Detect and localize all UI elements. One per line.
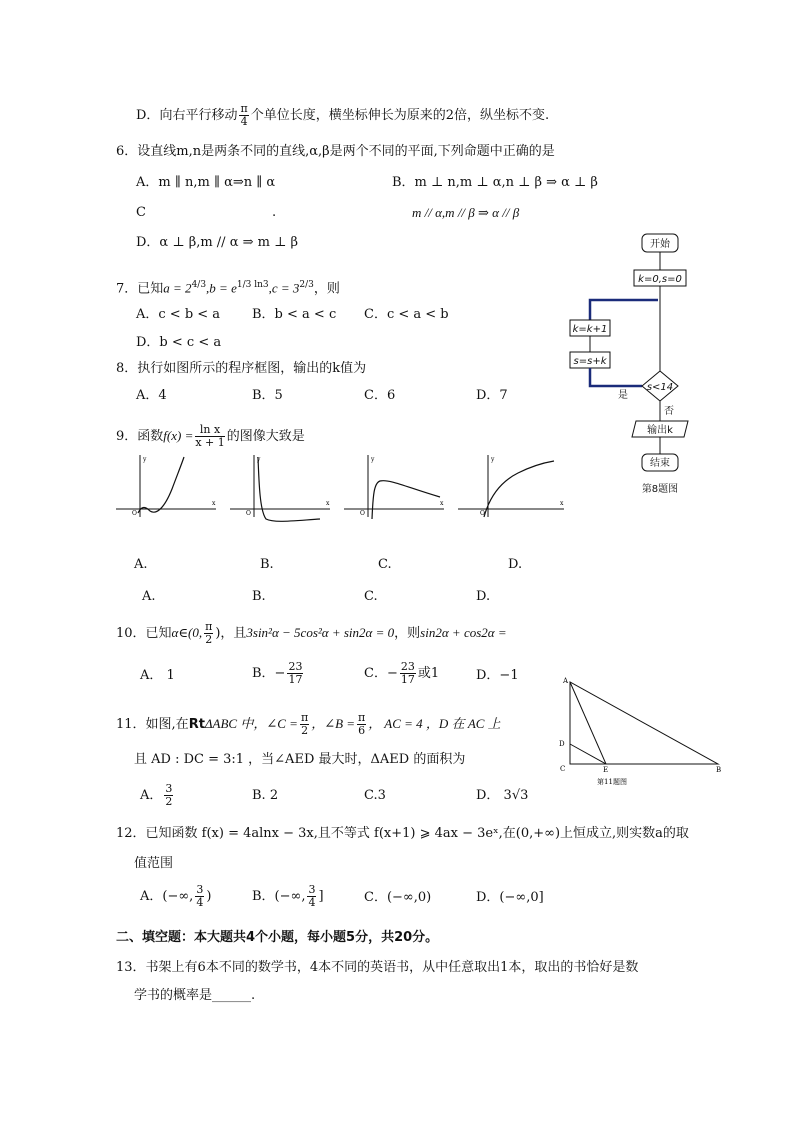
q5-option-d: D．向右平行移动 $\frac{\pi}{4}$ 个单位长度，横坐标伸长为原来的2倍，纵坐标不变. xyxy=(136,102,550,128)
q10-stem: 10．已知α∈(0, $\frac{\pi}{2}$ )，且3sin²α − 5cos²α + sin2α = 0，则sin2α + cos2α = xyxy=(116,620,507,646)
triangle-label-e: E xyxy=(603,766,609,774)
q11-line2: 且 AD : DC = 3:1 ，当∠AED 最大时，ΔAED 的面积为 xyxy=(134,752,466,767)
q12-line1: 12．已知函数 f(x) = 4alnx − 3x,且不等式 f(x+1) ⩾ 4ax − 3eˣ,在(0,+∞)上恒成立,则实数a的取 xyxy=(116,826,689,841)
q7-option-a: A．c < b < a xyxy=(136,307,221,322)
svg-text:输出k: 输出k xyxy=(647,425,673,436)
svg-text:结束: 结束 xyxy=(650,458,670,469)
q11-stem: 11．如图,在RtΔABC 中，∠C = $\frac{\pi}{2}$ ，∠B = $\frac{\pi}{6}$ ， AC = 4 ，D 在 AC 上 xyxy=(116,711,501,737)
svg-text:x: x xyxy=(326,500,330,507)
flowchart-start-box xyxy=(642,234,678,252)
q11-option-c: C.3 xyxy=(364,788,386,803)
q10-option-d: D．−1 xyxy=(476,668,519,683)
q9-label-c2: C. xyxy=(364,589,378,604)
svg-text:O: O xyxy=(132,510,137,517)
q9-label-d2: D. xyxy=(476,589,491,604)
q11-option-d: D． 3√3 xyxy=(476,788,529,803)
q12-line2: 值范围 xyxy=(134,856,174,871)
svg-text:y: y xyxy=(371,456,375,463)
q9-label-d1: D. xyxy=(508,557,523,572)
q7-option-b: B．b < a < c xyxy=(252,307,337,322)
flowchart-end-box xyxy=(642,454,678,471)
triangle-label-d: D xyxy=(559,740,565,748)
q7-option-c: C．c < a < b xyxy=(364,307,449,322)
q12-option-c: C．(−∞,0) xyxy=(364,890,432,905)
flowchart-init-box xyxy=(634,270,686,286)
section-2-heading: 二、填空题：本大题共4个小题，每小题5分，共20分。 xyxy=(116,930,439,945)
flowchart-condition-diamond xyxy=(642,371,678,401)
svg-text:开始: 开始 xyxy=(650,239,670,250)
q10-option-a: A． 1 xyxy=(140,668,175,683)
svg-text:O: O xyxy=(246,510,251,517)
q9-stem: 9．函数f(x) = $\frac{\text{ln x}}{x + 1}$ 的图像大致是 xyxy=(116,423,305,449)
flowchart-inc-k-box xyxy=(570,320,610,336)
q8-stem: 8．执行如图所示的程序框图，输出的k值为 xyxy=(116,361,367,376)
q11-option-a: A． $\frac{3}{2}$ xyxy=(140,782,173,808)
q8-option-c: C．6 xyxy=(364,388,396,403)
flowchart-output-box xyxy=(632,421,688,437)
flowchart-diagram xyxy=(560,228,700,503)
svg-text:O: O xyxy=(360,510,365,517)
triangle-label-c: C xyxy=(560,765,566,773)
q9-label-b2: B. xyxy=(252,589,266,604)
q8-option-a: A．4 xyxy=(136,388,167,403)
q10-option-b: B．− $\frac{23}{17}$ xyxy=(252,660,303,686)
svg-text:y: y xyxy=(257,456,261,463)
q6-option-c-dot: . xyxy=(272,205,277,220)
flowchart-inc-s-box xyxy=(570,352,610,368)
fraction-lnx-over-x1: $\frac{\text{ln x}}{x + 1}$ xyxy=(195,423,225,449)
q9-label-a1: A. xyxy=(134,557,148,572)
triangle-label-b: B xyxy=(716,766,722,774)
flowchart-yes-label: 是 xyxy=(618,390,628,401)
q10-option-c: C．− $\frac{23}{17}$ 或1 xyxy=(364,660,440,686)
q6-option-d: D．α ⊥ β,m // α ⇒ m ⊥ β xyxy=(136,235,298,250)
q6-stem: 6．设直线m,n是两条不同的直线,α,β是两个不同的平面,下列命题中正确的是 xyxy=(116,144,555,159)
q9-graph-c xyxy=(344,455,448,519)
q12-option-d: D．(−∞,0] xyxy=(476,890,544,905)
q8-option-b: B．5 xyxy=(252,388,283,403)
svg-text:x: x xyxy=(212,500,216,507)
q9-label-c1: C. xyxy=(378,557,392,572)
svg-text:k=k+1: k=k+1 xyxy=(572,324,608,335)
q9-graph-b xyxy=(230,455,334,519)
svg-text:y: y xyxy=(491,456,495,463)
q12-option-b: B．(−∞, $\frac{3}{4}$ ] xyxy=(252,883,324,909)
q7-option-d: D．b < c < a xyxy=(136,335,222,350)
q12-option-a: A．(−∞, $\frac{3}{4}$ ) xyxy=(140,883,212,909)
q9-label-a2: A. xyxy=(142,589,156,604)
q13-line1: 13．书架上有6本不同的数学书，4本不同的英语书，从中任意取出1本，取出的书恰好是数 xyxy=(116,960,639,975)
triangle-caption: 第11题图 xyxy=(597,778,627,786)
svg-text:y: y xyxy=(143,456,147,463)
q11-triangle-figure xyxy=(556,676,726,788)
q8-option-d: D．7 xyxy=(476,388,508,403)
svg-text:x: x xyxy=(440,500,444,507)
svg-text:s=s+k: s=s+k xyxy=(573,356,607,367)
q6-option-a: A．m ∥ n,m ∥ α⇒n ∥ α xyxy=(136,175,276,190)
q9-graph-d xyxy=(458,455,568,519)
q9-graph-a xyxy=(116,455,220,519)
svg-text:s<14: s<14 xyxy=(646,382,674,393)
q6-option-c: C xyxy=(136,205,146,220)
q9-label-b1: B. xyxy=(260,557,274,572)
q6-option-b: B．m ⊥ n,m ⊥ α,n ⊥ β ⇒ α ⊥ β xyxy=(392,175,598,190)
svg-text:k=0,s=0: k=0,s=0 xyxy=(638,274,682,285)
svg-text:O: O xyxy=(480,510,485,517)
flowchart-caption: 第8题图 xyxy=(641,484,679,495)
q7-stem: 7．已知$a = 2^{4/3},b = e^{1/3 ln3},c = 3^{2/3}$，则 xyxy=(116,280,340,297)
fraction-pi-over-4: $\frac{\pi}{4}$ xyxy=(240,102,248,128)
triangle-label-a: A xyxy=(563,677,569,685)
flowchart-no-label: 否 xyxy=(664,406,674,417)
q11-option-b: B. 2 xyxy=(252,788,279,803)
svg-text:x: x xyxy=(560,500,564,507)
q6-option-c-text: m // α,m // β ⇒ α // β xyxy=(412,205,520,220)
q13-line2: 学书的概率是______. xyxy=(134,988,256,1003)
